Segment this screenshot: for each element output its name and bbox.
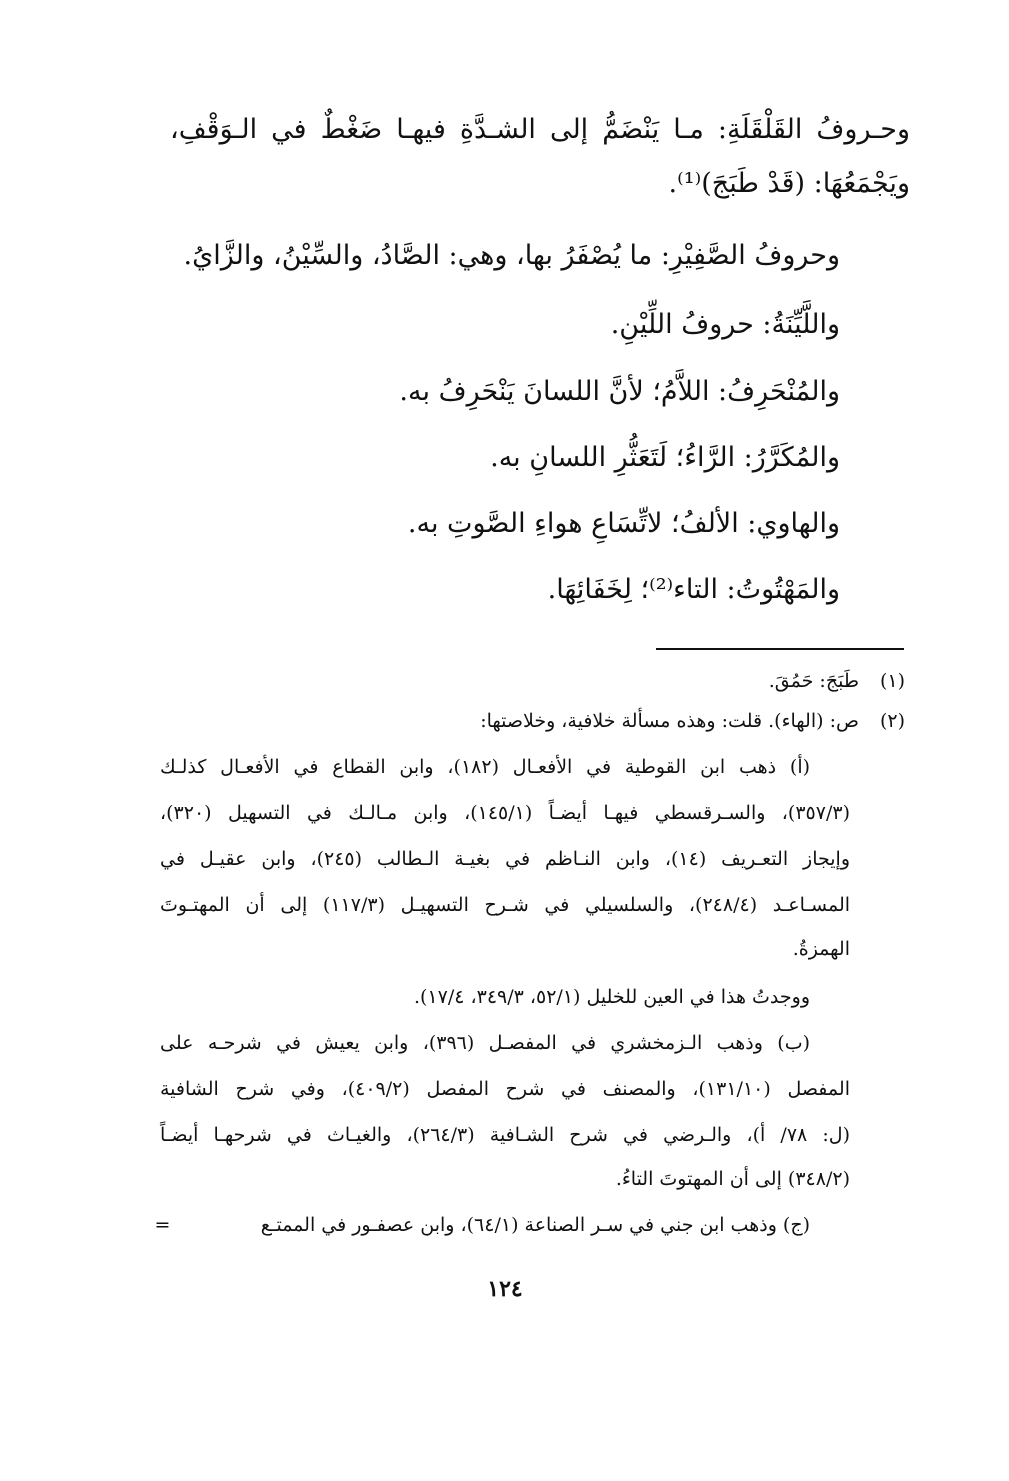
footnote-a-line-1: (أ) ذهب ابن القوطية في الأفعـال (١٨٢)، وابن القطاع في الأفعـال كذلـك: [160, 756, 811, 778]
main-line-2: ويَجْمَعُهَا: (قَدْ طَبَجَ)⁽¹⁾.: [668, 168, 910, 199]
footnote-b-line-3: (ل: ٧٨/ أ)، والـرضي في شرح الشـافية (٢٦٤/٣)، والغيـاث في شرحهـا أيضـاً: [160, 1124, 850, 1146]
footnote-2: [400, 706, 905, 736]
footnote-a-line-5: الهمزةُ.: [792, 938, 850, 960]
footnote-2-number: (٢): [879, 710, 905, 732]
footnote-found-line: ووجدتُ هذا في العين للخليل (٥٢/١، ٣٤٩/٣، ١٧/٤).: [413, 986, 810, 1008]
footnote-a-line-4: المسـاعـد (٢٤٨/٤)، والسلسيلي في شـرح التسهيـل (١١٧/٣) إلى أن المهتـوتَ: [160, 894, 851, 916]
footnote-1: [500, 666, 905, 696]
main-line-6: والمُكَرَّرُ: الرَّاءُ؛ لَتَعَثُّرِ اللسانِ به.: [490, 442, 840, 473]
footnote-b-line-2: المفصل (١٣١/١٠)، والمصنف في شرح المفصل (٤٠٩/٢)، وفي شرح الشافية: [160, 1078, 850, 1100]
footnote-b-line-4: (٣٤٨/٢) إلى أن المهتوتَ التاءُ.: [615, 1168, 850, 1190]
footnote-2-text: ص: (الهاء). قلت: وهذه مسألة خلافية، وخلاصتها:: [480, 710, 859, 732]
footnote-b-line-1: (ب) وذهب الـزمخشري في المفصـل (٣٩٦)، وابن يعيش في شرحـه على: [160, 1032, 810, 1054]
main-line-7: والهاوي: الألفُ؛ لاتِّسَاعِ هواءِ الصَّوتِ به.: [407, 508, 840, 539]
footnote-1-number: (١): [879, 670, 905, 692]
main-line-1: وحـروفُ القَلْقَلَةِ: مـا يَنْضَمُّ إلى الشـدَّةِ فيهـا ضَغْطٌ في الـوَقْفِ،: [170, 114, 910, 145]
footnote-1-text: طَبَجَ: حَمُقَ.: [768, 670, 859, 692]
footnote-a-line-2: (٣٥٧/٣)، والسـرقسطي فيهـا أيضـاً (١٤٥/١)، وابن مـالـك في التسهيل (٣٢٠)،: [160, 802, 850, 824]
footnote-a-line-3: وإيجاز التعـريف (١٤)، وابن النـاظم في بغيـة الـطالب (٢٤٥)، وابن عقيـل في: [160, 848, 850, 870]
main-line-4: واللَّيِّنَةُ: حروفُ اللِّيْنِ.: [610, 309, 840, 340]
footnote-separator: [656, 648, 904, 650]
main-line-3: وحروفُ الصَّفِيْرِ: ما يُصْفَرُ بها، وهي: الصَّادُ، والسِّيْنُ، والزَّايُ.: [183, 240, 840, 271]
continuation-mark: =: [154, 1214, 171, 1236]
main-line-8: والمَهْتُوتُ: التاء⁽²⁾؛ لِخَفَائِهَا.: [547, 574, 840, 605]
footnote-c-line-1: (ج) وذهب ابن جني في سـر الصناعة (٦٤/١)، وابن عصفـور في الممتـع: [260, 1214, 810, 1236]
main-line-5: والمُنْحَرِفُ: اللاَّمُ؛ لأنَّ اللسانَ يَنْحَرِفُ به.: [399, 376, 840, 407]
page-number: ١٢٤: [487, 1276, 523, 1302]
